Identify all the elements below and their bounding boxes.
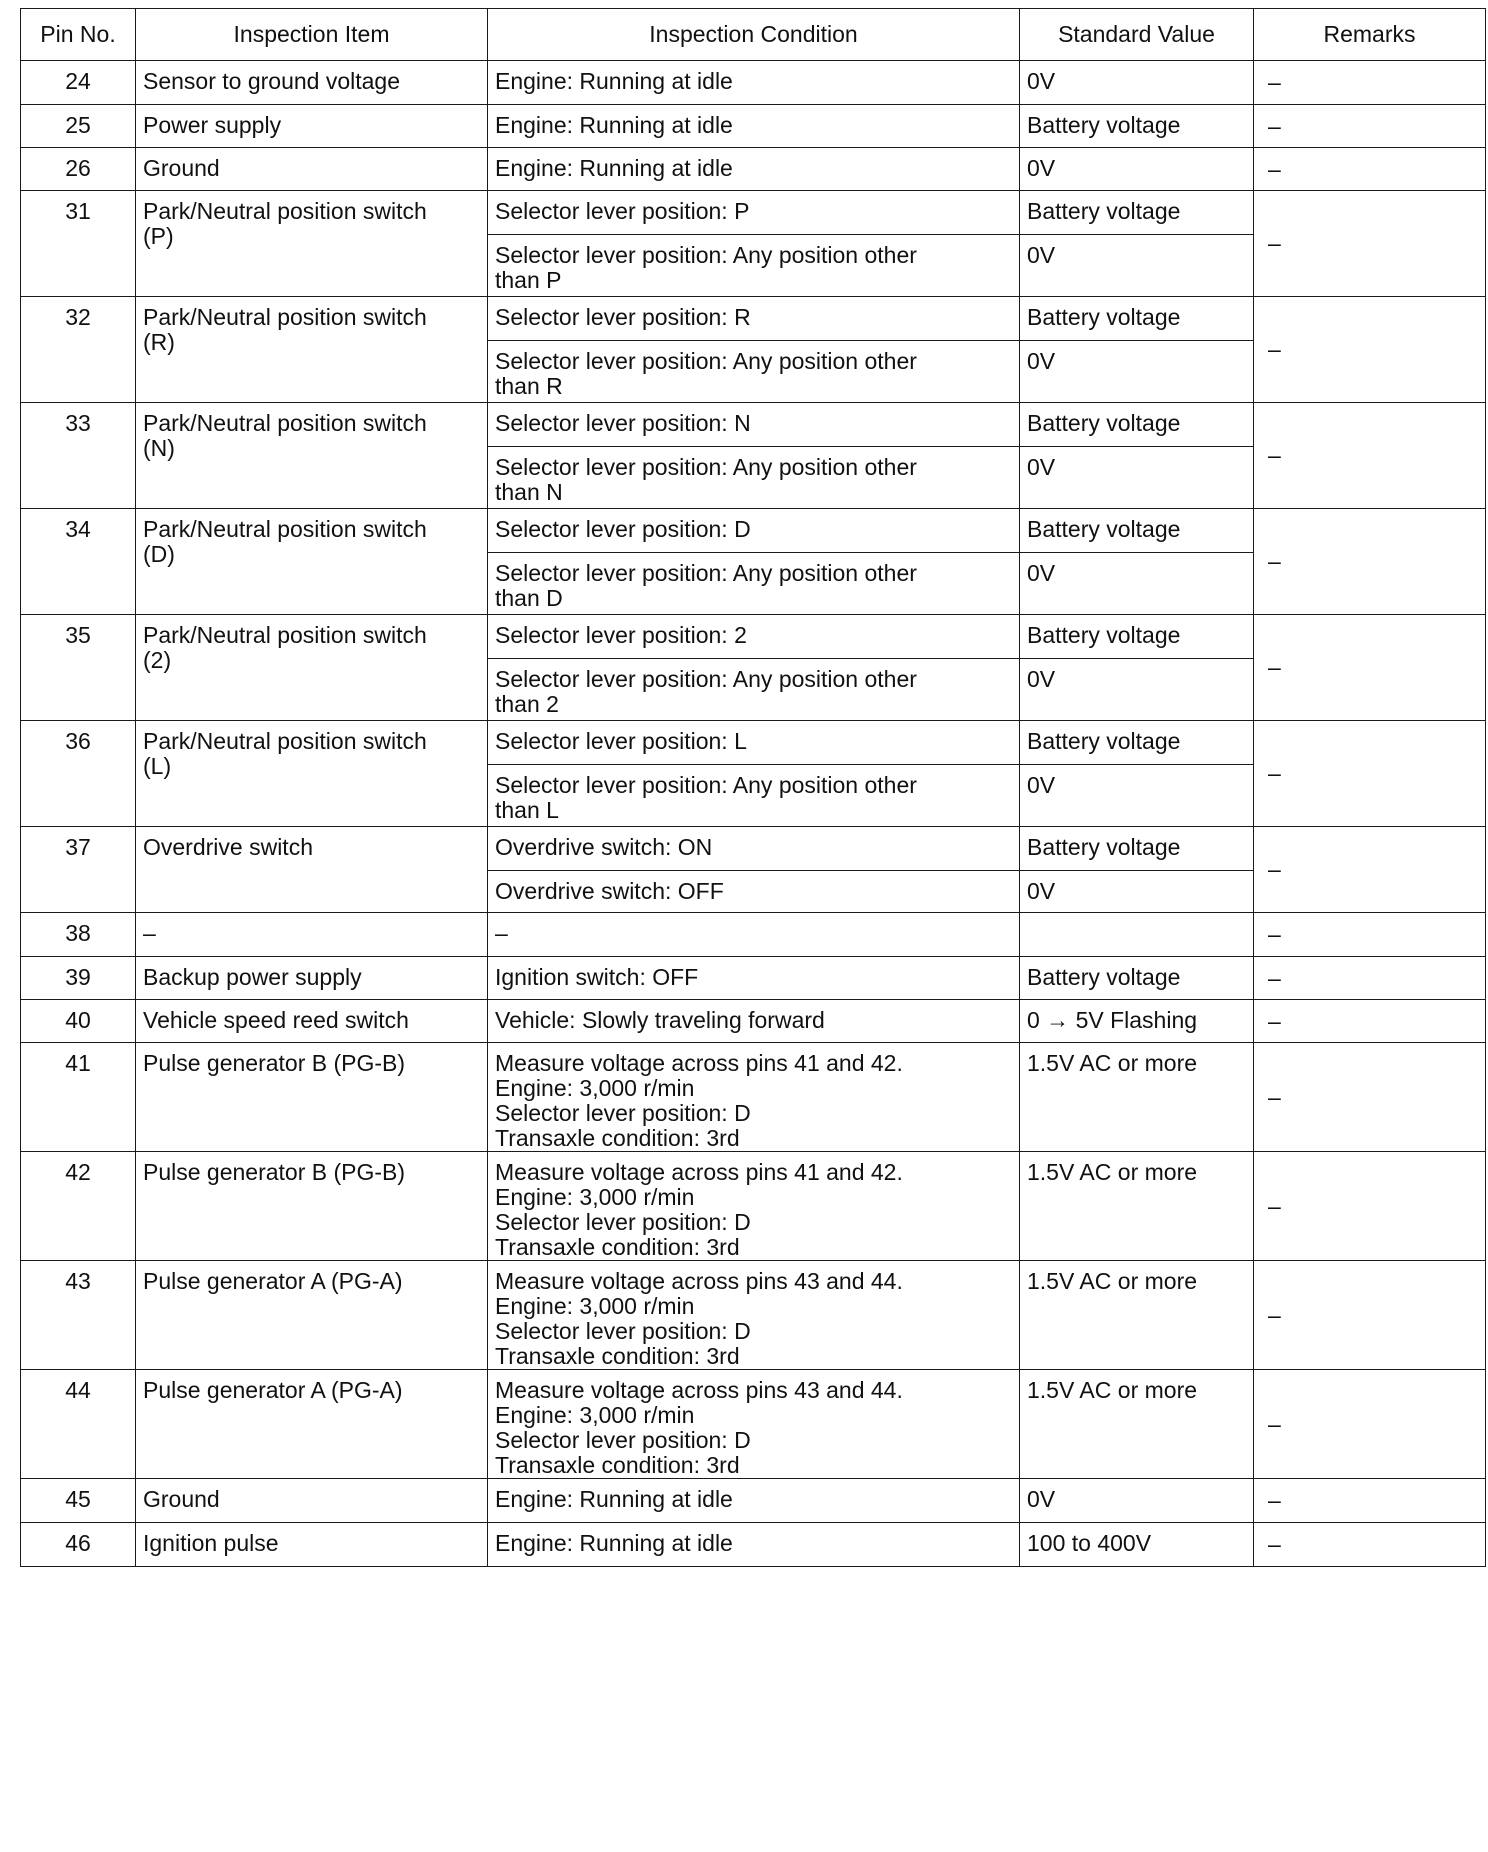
inspection-item-cell: Pulse generator A (PG-A) [136,1261,488,1370]
standard-value-cell: 1.5V AC or more [1020,1261,1254,1370]
remarks-cell: – [1254,1479,1486,1523]
remarks-cell: – [1254,297,1486,403]
inspection-item-cell: Pulse generator B (PG-B) [136,1152,488,1261]
header-pin-no: Pin No. [21,9,136,61]
standard-value-cell: Battery voltage [1020,297,1254,341]
inspection-condition-cell: Ignition switch: OFF [488,957,1020,1000]
standard-value-cell: 0V [1020,341,1254,403]
inspection-condition-cell: Selector lever position: Any position other than L [488,765,1020,827]
inspection-table [20,8,1486,1567]
pin-number-cell: 33 [21,403,136,509]
standard-value-cell: 0V [1020,871,1254,913]
remarks-cell: – [1254,1370,1486,1479]
inspection-item-cell: Ground [136,1479,488,1523]
standard-value-cell: 0V [1020,553,1254,615]
standard-value-cell: 0V [1020,1479,1254,1523]
inspection-condition-cell: Selector lever position: R [488,297,1020,341]
standard-value-cell: 0V [1020,235,1254,297]
pin-number-cell: 32 [21,297,136,403]
pin-number-cell: 41 [21,1043,136,1152]
table-row [21,827,1486,871]
pin-number-cell: 26 [21,148,136,191]
inspection-condition-cell: Overdrive switch: OFF [488,871,1020,913]
inspection-condition-cell: Selector lever position: P [488,191,1020,235]
table-row [21,509,1486,553]
inspection-condition-cell: Selector lever position: Any position other than P [488,235,1020,297]
inspection-condition-cell: Selector lever position: D [488,509,1020,553]
standard-value-cell [1020,913,1254,957]
table-row [21,61,1486,105]
remarks-cell: – [1254,61,1486,105]
pin-number-cell: 44 [21,1370,136,1479]
inspection-condition-cell: Engine: Running at idle [488,105,1020,148]
table-row [21,913,1486,957]
standard-value-cell: Battery voltage [1020,721,1254,765]
inspection-item-cell: Pulse generator B (PG-B) [136,1043,488,1152]
table-row [21,1043,1486,1152]
header-inspection-item: Inspection Item [136,9,488,61]
inspection-condition-cell: Selector lever position: Any position other than D [488,553,1020,615]
standard-value-cell: Battery voltage [1020,191,1254,235]
standard-value-cell: 0 → 5V Flashing [1020,1000,1254,1043]
remarks-cell: – [1254,403,1486,509]
table-row [21,615,1486,659]
inspection-item-cell: Park/Neutral position switch (R) [136,297,488,403]
pin-number-cell: 43 [21,1261,136,1370]
pin-number-cell: 46 [21,1523,136,1567]
inspection-table-document [20,8,1485,1567]
inspection-condition-cell: Engine: Running at idle [488,61,1020,105]
remarks-cell: – [1254,1523,1486,1567]
pin-number-cell: 36 [21,721,136,827]
inspection-item-cell: – [136,913,488,957]
table-row [21,721,1486,765]
table-row [21,1370,1486,1479]
inspection-item-cell: Power supply [136,105,488,148]
remarks-cell: – [1254,1152,1486,1261]
remarks-cell: – [1254,191,1486,297]
inspection-condition-cell: Measure voltage across pins 43 and 44. Engine: 3,000 r/min Selector lever position: D Transaxle condition: 3rd [488,1370,1020,1479]
table-row [21,148,1486,191]
standard-value-cell: 0V [1020,148,1254,191]
inspection-condition-cell: Selector lever position: Any position other than R [488,341,1020,403]
remarks-cell: – [1254,721,1486,827]
standard-value-cell: 1.5V AC or more [1020,1152,1254,1261]
remarks-cell: – [1254,1000,1486,1043]
inspection-item-cell: Park/Neutral position switch (N) [136,403,488,509]
pin-number-cell: 34 [21,509,136,615]
inspection-condition-cell: Engine: Running at idle [488,148,1020,191]
pin-number-cell: 24 [21,61,136,105]
header-standard-value: Standard Value [1020,9,1254,61]
standard-value-cell: 1.5V AC or more [1020,1370,1254,1479]
table-row [21,105,1486,148]
pin-number-cell: 25 [21,105,136,148]
pin-number-cell: 42 [21,1152,136,1261]
standard-value-cell: Battery voltage [1020,509,1254,553]
inspection-item-cell: Vehicle speed reed switch [136,1000,488,1043]
table-row [21,191,1486,235]
inspection-condition-cell: Engine: Running at idle [488,1523,1020,1567]
remarks-cell: – [1254,1261,1486,1370]
remarks-cell: – [1254,105,1486,148]
pin-number-cell: 37 [21,827,136,913]
inspection-condition-cell: Measure voltage across pins 41 and 42. Engine: 3,000 r/min Selector lever position: D Transaxle condition: 3rd [488,1043,1020,1152]
table-row [21,957,1486,1000]
pin-number-cell: 45 [21,1479,136,1523]
header-row [21,9,1486,61]
table-body [21,61,1486,1567]
pin-number-cell: 35 [21,615,136,721]
standard-value-cell: 0V [1020,447,1254,509]
inspection-item-cell: Ignition pulse [136,1523,488,1567]
remarks-cell: – [1254,913,1486,957]
standard-value-cell: Battery voltage [1020,827,1254,871]
inspection-condition-cell: Measure voltage across pins 41 and 42. Engine: 3,000 r/min Selector lever position: D Transaxle condition: 3rd [488,1152,1020,1261]
inspection-item-cell: Sensor to ground voltage [136,61,488,105]
standard-value-cell: 1.5V AC or more [1020,1043,1254,1152]
standard-value-cell: 0V [1020,765,1254,827]
standard-value-cell: 100 to 400V [1020,1523,1254,1567]
inspection-item-cell: Pulse generator A (PG-A) [136,1370,488,1479]
standard-value-cell: 0V [1020,659,1254,721]
standard-value-cell: Battery voltage [1020,403,1254,447]
pin-number-cell: 38 [21,913,136,957]
inspection-item-cell: Park/Neutral position switch (D) [136,509,488,615]
pin-number-cell: 31 [21,191,136,297]
table-row [21,1000,1486,1043]
remarks-cell: – [1254,615,1486,721]
inspection-condition-cell: Selector lever position: Any position other than N [488,447,1020,509]
remarks-cell: – [1254,148,1486,191]
inspection-item-cell: Park/Neutral position switch (L) [136,721,488,827]
table-header [21,9,1486,61]
inspection-condition-cell: Selector lever position: Any position other than 2 [488,659,1020,721]
remarks-cell: – [1254,1043,1486,1152]
inspection-item-cell: Ground [136,148,488,191]
inspection-item-cell: Park/Neutral position switch (2) [136,615,488,721]
inspection-condition-cell: – [488,913,1020,957]
table-row [21,1523,1486,1567]
pin-number-cell: 40 [21,1000,136,1043]
inspection-item-cell: Overdrive switch [136,827,488,913]
table-row [21,1152,1486,1261]
pin-number-cell: 39 [21,957,136,1000]
standard-value-cell: Battery voltage [1020,105,1254,148]
standard-value-cell: 0V [1020,61,1254,105]
remarks-cell: – [1254,957,1486,1000]
table-row [21,403,1486,447]
remarks-cell: – [1254,509,1486,615]
inspection-condition-cell: Selector lever position: 2 [488,615,1020,659]
inspection-condition-cell: Engine: Running at idle [488,1479,1020,1523]
remarks-cell: – [1254,827,1486,913]
table-row [21,297,1486,341]
header-inspection-condition: Inspection Condition [488,9,1020,61]
inspection-item-cell: Park/Neutral position switch (P) [136,191,488,297]
table-row [21,1479,1486,1523]
inspection-condition-cell: Measure voltage across pins 43 and 44. Engine: 3,000 r/min Selector lever position: D Transaxle condition: 3rd [488,1261,1020,1370]
inspection-item-cell: Backup power supply [136,957,488,1000]
standard-value-cell: Battery voltage [1020,615,1254,659]
table-row [21,1261,1486,1370]
inspection-condition-cell: Vehicle: Slowly traveling forward [488,1000,1020,1043]
standard-value-cell: Battery voltage [1020,957,1254,1000]
inspection-condition-cell: Overdrive switch: ON [488,827,1020,871]
inspection-condition-cell: Selector lever position: N [488,403,1020,447]
inspection-condition-cell: Selector lever position: L [488,721,1020,765]
header-remarks: Remarks [1254,9,1486,61]
